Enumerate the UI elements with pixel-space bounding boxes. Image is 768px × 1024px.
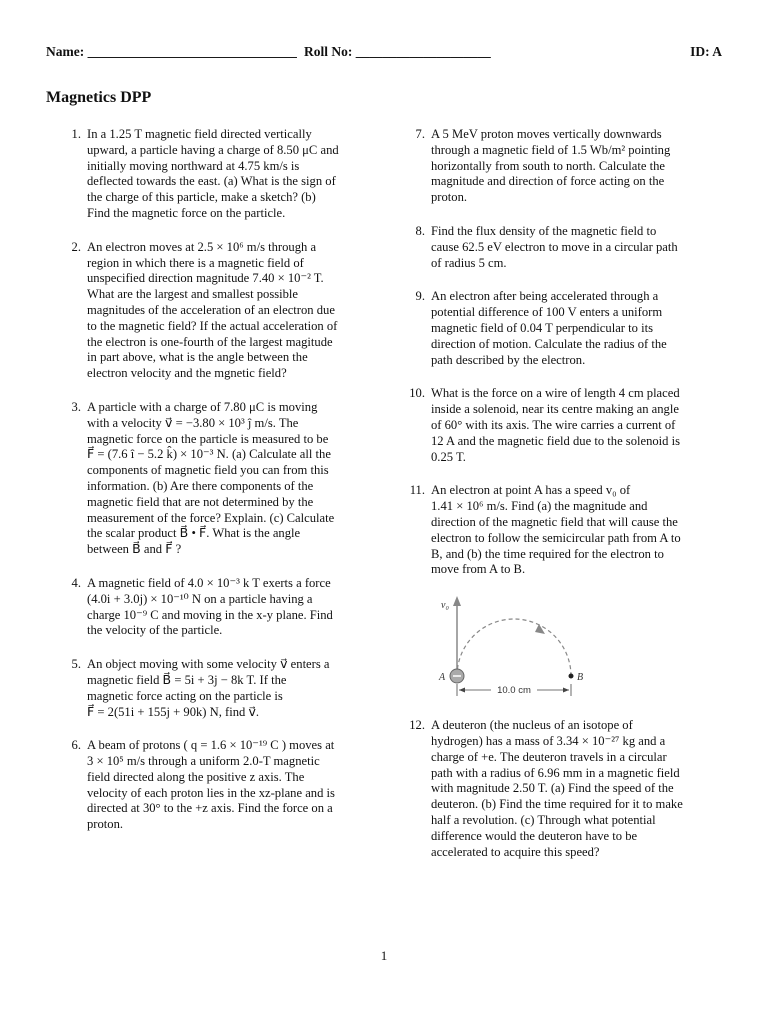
question-text: A beam of protons ( q = 1.6 × 10⁻¹⁹ C ) moves at 3 × 10⁵ m/s through a uniform 2.0-T magnetic field directed along the positive z axis. The velocity of each proton lies in the xz-plane and is directed at 30° to the +z axis. Find the force on a proton. <box>87 738 335 832</box>
semicircle-diagram <box>431 590 591 700</box>
question-number: 2. <box>71 239 81 254</box>
point-a-label: A <box>439 672 446 684</box>
question-number: 8. <box>415 223 425 238</box>
left-column <box>62 127 362 851</box>
page-title: Magnetics DPP <box>46 89 152 106</box>
question-2 <box>62 240 362 382</box>
question-6 <box>62 738 362 833</box>
question-4 <box>62 576 362 639</box>
right-column <box>406 127 724 878</box>
question-number: 5. <box>71 657 81 672</box>
path-arrowhead <box>535 624 545 634</box>
name-field: Name: _______________________________ <box>46 44 297 59</box>
question-number: 12. <box>409 718 425 733</box>
question-text: Find the flux density of the magnetic field to cause 62.5 eV electron to move in a circular path of radius 5 cm. <box>431 223 678 270</box>
velocity-label: v₀ <box>441 600 449 612</box>
point-b-dot <box>569 674 574 679</box>
question-9 <box>406 289 724 368</box>
velocity-arrowhead <box>453 596 461 606</box>
dimension-arrow-left <box>459 688 465 693</box>
question-11 <box>406 483 724 578</box>
question-text: A deuteron (the nucleus of an isotope of hydrogen) has a mass of 3.34 × 10⁻²⁷ kg and a charge of +e. The deuteron travels in a circular path with a radius of 6.96 mm in a magnetic field with magnitude 2.50 T. (a) Find the speed of the deuteron. (b) Find the time required for it to make half a revolution. (c) Through what potential difference would the deuteron have to be accelerated to acquire this speed? <box>431 718 683 859</box>
question-8 <box>406 224 724 271</box>
question-number: 11. <box>409 483 425 498</box>
question-text: An electron at point A has a speed v₀ of 1.41 × 10⁶ m/s. Find (a) the magnitude and direction of the magnetic field that will cause the electron to follow the semicircular path from A to B, and (b) the time required for the electron to move from A to B. <box>431 483 681 577</box>
roll-number-field: Roll No: ____________________ <box>304 44 491 59</box>
question-number: 6. <box>71 738 81 753</box>
question-number: 3. <box>71 399 81 414</box>
question-number: 4. <box>71 575 81 590</box>
question-12 <box>406 718 724 860</box>
question-number: 10. <box>409 386 425 401</box>
question-number: 9. <box>415 289 425 304</box>
distance-label: 10.0 cm <box>497 685 531 697</box>
question-number: 1. <box>71 127 81 141</box>
question-1 <box>62 127 362 222</box>
question-text: An electron moves at 2.5 × 10⁶ m/s through a region in which there is a magnetic field of unspecified direction magnitude 7.40 × 10⁻² T. What are the largest and smallest possible magnitudes of the acceleration of an electron due to the magnetic field? If the actual acceleration of the electron is one-fourth of the largest magitude in part above, what is the angle between the electron velocity and the mgnetic field? <box>87 239 338 381</box>
question-text: A particle with a charge of 7.80 μC is moving with a velocity v⃗ = −3.80 × 10³ ĵ m/s. The magnetic force on the particle is measured to be F⃗ = (7.6 î − 5.2 k̂) × 10⁻³ N. (a) Calculate all the components of magnetic field you can from this information. (b) Are there components of the magnetic field that are not determined by the measurement of the force? Explain. (c) Calculate the scalar product B⃗ • F⃗. What is the angle between B⃗ and F⃗ ? <box>87 399 335 557</box>
page-number: 1 <box>380 948 388 963</box>
question-7 <box>406 127 724 206</box>
question-text: A magnetic field of 4.0 × 10⁻³ k T exerts a force (4.0i + 3.0j) × 10⁻¹⁰ N on a particle having a charge 10⁻⁹ C and moving in the x-y plane. Find the velocity of the particle. <box>87 575 333 638</box>
question-10 <box>406 386 724 465</box>
question-number: 7. <box>415 127 425 141</box>
question-text: What is the force on a wire of length 4 cm placed inside a solenoid, near its centre making an angle of 60° with its axis. The wire carries a current of 12 A and the magnetic field due to the solenoid is 0.25 T. <box>431 386 681 464</box>
question-text: An electron after being accelerated through a potential difference of 100 V enters a uniform magnetic field of 0.04 T perpendicular to its direction of motion. Calculate the radius of the path described by the electron. <box>431 289 667 367</box>
id-field: ID: A <box>690 44 722 59</box>
semicircle-path-figure <box>431 590 591 700</box>
semicircle-path <box>457 619 571 676</box>
dimension-arrow-right <box>563 688 569 693</box>
question-text: In a 1.25 T magnetic field directed vertically upward, a particle having a charge of 8.50 μC and initially moving northward at 4.75 km/s is deflected towards the east. (a) What is the sign of the charge of this particle, make a sketch? (b) Find the magnetic force on the particle. <box>87 127 339 220</box>
question-text: An object moving with some velocity v⃗ enters a magnetic field B⃗ = 5i + 3j − 8k T. If the magnetic force acting on the particle is F⃗ = 2(51i + 155j + 90k) N, find v⃗. <box>87 657 330 719</box>
question-3 <box>62 400 362 558</box>
question-text: A 5 MeV proton moves vertically downwards through a magnetic field of 1.5 Wb/m² pointing horizontally from south to north. Calculate the magnitude and direction of force acting on the proton. <box>431 127 671 205</box>
point-b-label: B <box>577 672 584 684</box>
question-5 <box>62 657 362 720</box>
